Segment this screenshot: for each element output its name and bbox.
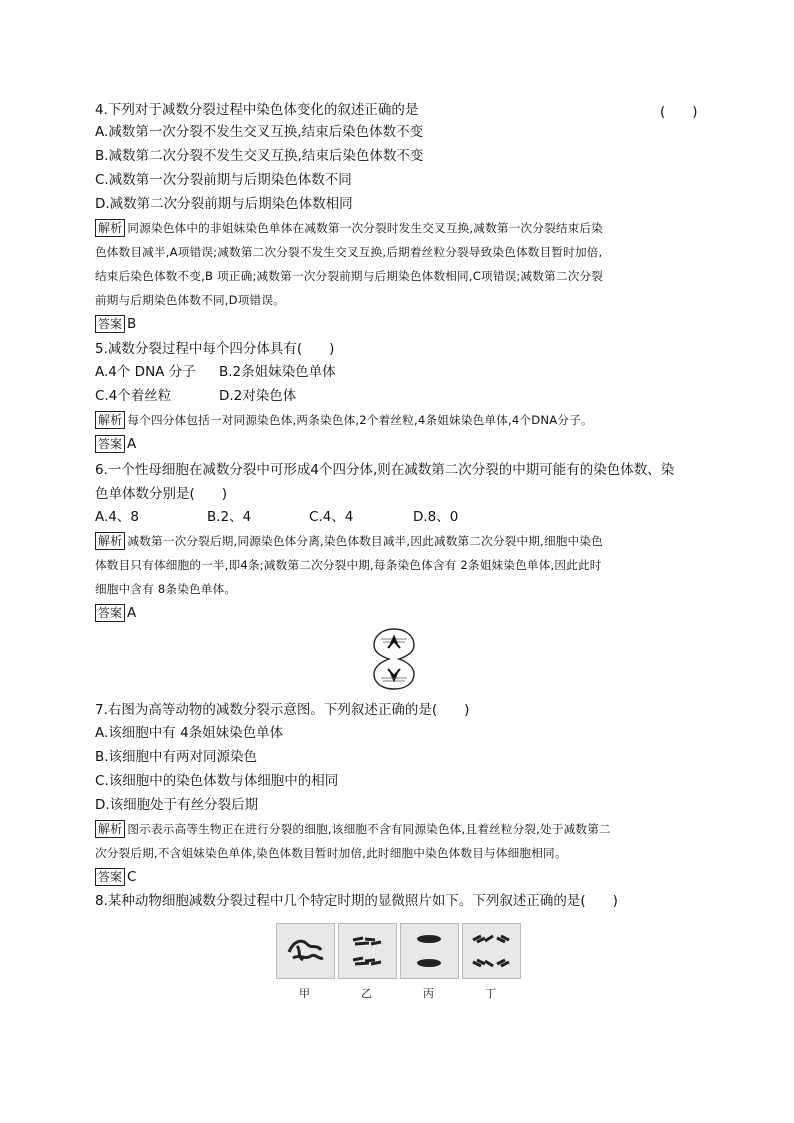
q5-stem: 5.减数分裂过程中每个四分体具有( ): [95, 341, 335, 357]
q4-analysis-line-1: 解析 同源染色体中的非姐妹染色单体在减数第一次分裂时发生交叉互换,减数第一次分裂结束后染: [95, 218, 603, 238]
cell-division-diagram: [371, 626, 417, 692]
answer-tag: 答案: [95, 315, 125, 333]
analysis-tag: 解析: [95, 219, 125, 237]
q7-stem: 7.右图为高等动物的减数分裂示意图。下列叙述正确的是( ): [95, 702, 470, 718]
q5-option-c: C.4个着丝粒: [95, 388, 172, 404]
q6-option-b: B.2、4: [207, 509, 252, 525]
label-ding: 丁: [485, 987, 496, 1000]
q6-analysis-line-2: 体数目只有体细胞的一半,即4条;减数第二次分裂中期,每条染色体含有 2条姐妹染色单体,因此此时: [95, 558, 602, 572]
q8-stem: 8.某种动物细胞减数分裂过程中几个特定时期的显微照片如下。下列叙述正确的是( ): [95, 893, 618, 909]
q7-analysis-line-2: 次分裂后期,不含姐妹染色单体,染色体数目暂时加倍,此时细胞中染色体数目与体细胞相同。: [95, 846, 567, 860]
analysis-tag: 解析: [95, 411, 125, 429]
q7-option-d: D.该细胞处于有丝分裂后期: [95, 797, 259, 813]
analysis-tag: 解析: [95, 820, 125, 838]
q4-option-c: C.减数第一次分裂前期与后期染色体数不同: [95, 172, 352, 188]
q4-analysis-line-4: 前期与后期染色体数不同,D项错误。: [95, 293, 285, 307]
q5-option-b: B.2条姐妹染色单体: [219, 364, 336, 380]
label-bing: 丙: [423, 987, 434, 1000]
q7-option-c: C.该细胞中的染色体数与体细胞中的相同: [95, 773, 339, 789]
micrograph-row: [276, 923, 520, 1001]
q6-stem-line-1: 6.一个性母细胞在减数分裂中可形成4个四分体,则在减数第二次分裂的中期可能有的染色体数、染: [95, 462, 675, 478]
answer-tag: 答案: [95, 868, 125, 886]
label-yi: 乙: [361, 987, 372, 1000]
q5-options-row-2: [95, 386, 296, 406]
q6-analysis-line-3: 细胞中含有 8条染色单体。: [95, 582, 237, 596]
micrograph-jia: [276, 923, 335, 979]
q4-answer-blank: ( ): [660, 104, 698, 120]
q4-stem: 4.下列对于减数分裂过程中染色体变化的叙述正确的是: [95, 102, 419, 118]
q6-option-c: C.4、4: [309, 509, 354, 525]
micrograph-bing: [400, 923, 459, 979]
analysis-tag: 解析: [95, 532, 125, 550]
q4-answer: 答案 B: [95, 314, 136, 334]
q4-analysis-line-2: 色体数目减半,A项错误;减数第二次分裂不发生交叉互换,后期着丝粒分裂导致染色体数目暂时加倍,: [95, 245, 603, 259]
q6-option-d: D.8、0: [413, 509, 459, 525]
q6-answer: 答案 A: [95, 603, 136, 623]
q5-answer: 答案 A: [95, 434, 136, 454]
micrograph-ding: [462, 923, 521, 979]
micrograph-yi: [338, 923, 397, 979]
q7-option-b: B.该细胞中有两对同源染色: [95, 749, 258, 765]
answer-tag: 答案: [95, 435, 125, 453]
q5-option-a: A.4个 DNA 分子: [95, 364, 196, 380]
q5-analysis: 解析 每个四分体包括一对同源染色体,两条染色体,2个着丝粒,4条姐妹染色单体,4个DNA分子。: [95, 410, 593, 430]
label-jia: 甲: [299, 987, 310, 1000]
q6-analysis-line-1: 解析 减数第一次分裂后期,同源染色体分离,染色体数目减半,因此减数第二次分裂中期,细胞中染色: [95, 531, 603, 551]
q6-options: [95, 507, 458, 527]
q4-analysis-line-3: 结束后染色体数不变,B 项正确;减数第一次分裂前期与后期染色体数相同,C项错误;减数第二次分裂: [95, 269, 604, 283]
answer-tag: 答案: [95, 604, 125, 622]
q5-option-d: D.2对染色体: [219, 388, 297, 404]
q7-option-a: A.该细胞中有 4条姐妹染色单体: [95, 725, 284, 741]
q7-answer: 答案 C: [95, 867, 136, 887]
q6-stem-line-2: 色单体数分别是( ): [95, 486, 228, 502]
q4-option-a: A.减数第一次分裂不发生交叉互换,结束后染色体数不变: [95, 124, 424, 140]
q7-analysis-line-1: 解析 图示表示高等生物正在进行分裂的细胞,该细胞不含有同源染色体,且着丝粒分裂,处于减数第二: [95, 819, 611, 839]
q5-options-row-1: [95, 362, 336, 382]
q4-option-d: D.减数第二次分裂前期与后期染色体数相同: [95, 196, 353, 212]
q4-option-b: B.减数第二次分裂不发生交叉互换,结束后染色体数不变: [95, 148, 424, 164]
q6-option-a: A.4、8: [95, 509, 139, 525]
